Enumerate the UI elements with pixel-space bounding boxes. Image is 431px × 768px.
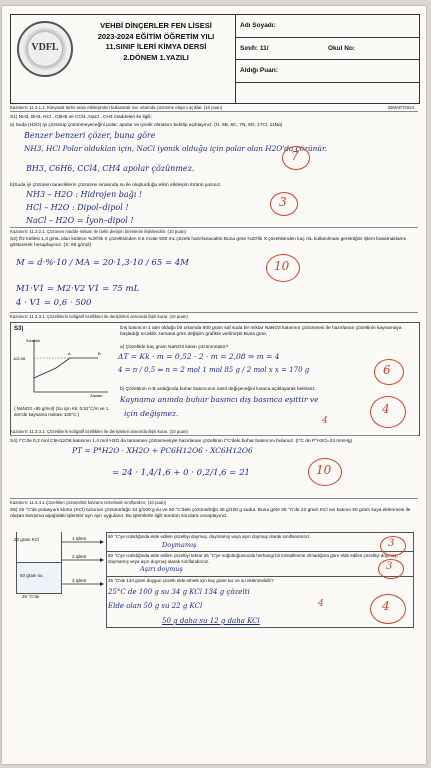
step1-text: 50 °C'ye ısıtıldığında elde edilen çözeltiyi doymuş, doymamış veya aşırı doymuş olarak sınıflandırınız. <box>108 534 311 539</box>
q2-text: S2) Öz kütlesi 1,3 g/mL olan kütlece %20'lik X çözeltisinden 0,6 molar 500 mL çözelti hazırlanacaktır.Buna göre %20'lik X çözeltisinden kaç mL kullanılması gerektiğini işlem basamaklarını göstererek hesaplayınız. (X: 65 g/mol) <box>10 237 407 249</box>
q1b-score: 3 <box>279 195 287 209</box>
q5-kazanim: Kazanım: 11.3.4.1.Çözeltileri çözünürlük kavramı temelinde sınıflandırır. (10 puan) <box>10 500 167 505</box>
q1a-score: 7 <box>291 149 299 163</box>
q1-answer-b1: NH3 – H2O : Hidrojen bağı ! <box>26 190 143 199</box>
step2-answer: Aşırı doymuş <box>140 565 183 573</box>
q4-answer-2: = 24 · 1,4/1,6 + 0 · 0,2/1,6 = 21 <box>112 468 250 478</box>
graph-curve <box>34 358 98 378</box>
graph-point-a: A <box>68 351 71 356</box>
q3b-score: 4 <box>382 402 390 416</box>
name-field[interactable]: Adı Soyadı: <box>236 15 420 38</box>
step3-answer-1: 25°C de 100 g su 34 g KCl 134 g çözelti <box>108 588 250 596</box>
q3a-score: 6 <box>383 363 391 377</box>
q1-kazanim: Kazanım: 11.3.1.1. Kimyasal türler arası etkileşimleri kullanarak sıvı ortamda çözünme olayını açıklar. (10 puan) <box>10 105 223 110</box>
q5-text: S5) 25 °C'de potasyum klorür (KCl) tuzunun çözünürlüğü 34 g/100 g su ve 50 °C'deki çözünürlüğü 45 g/100 g sudur. Buna göre 25 °C'de 22 gram KCl nin katının 50 gram suya eklenmesi ile oluşan karışıma aşağıdaki işlemler ayrı ayrı uygulanır. Bu işlemlerle ilgili soruları sorulara cevaplayınız. <box>10 508 411 520</box>
divider <box>10 111 418 112</box>
step1-answer: Doymamış <box>162 541 197 549</box>
q2-score: 10 <box>274 259 290 273</box>
step2-score: 3 <box>386 561 393 572</box>
q1-answer-a2: NH3, HCl Polar olduklan için, NaCl iyonik olduğu için polar olan H2O'da çözünür. <box>24 144 328 153</box>
q3-b: b) Çözeltinin A-B aralığında buhar basıncının nasıl değişeceğini kısaca açıklayarak belirtiniz. <box>120 387 316 392</box>
beaker-salt: 22 gram KCl <box>14 537 40 542</box>
graph-xlabel: Zaman <box>90 393 103 398</box>
exam-date: 25MART2024 <box>387 105 414 110</box>
score-field[interactable]: Aldığı Puan: <box>236 60 420 83</box>
q4-answer-1: PT = P°H2O · XH2O + PC6H12O6 · XC6H12O6 <box>72 446 253 455</box>
q1-answer-a3: BH3, C6H6, CCl4, CH4 apolar çözünmez. <box>26 164 195 173</box>
school-no-field[interactable]: Okul No: <box>328 44 356 52</box>
school-logo: VDFL <box>17 21 73 77</box>
q3-label: S3) <box>14 326 24 332</box>
graph-ylabel: Sıcaklık <box>26 338 41 343</box>
exam-header <box>10 14 420 104</box>
q3-answer-a2: 4 = n / 0,5 ⇒ n = 2 mol 1 mol 85 g / 2 mol x x = 170 g <box>118 366 310 374</box>
q4-kazanim: Kazanım: 11.3.3.1. Çözeltilerin koligatif özellikleri ile derişimleri arasında ilişki kurar. (10 puan) <box>10 429 188 434</box>
q4-score: 10 <box>316 463 332 477</box>
q1-text: S1) NH3, BH3, HCl , C6H6 ve CCl4 ,NaCl , CH4 maddeleri ile ilgili; <box>10 115 152 120</box>
step2-label: 2.işlem <box>72 554 87 559</box>
q1-answer-b3: NaCl – H2O = İyon–dipol ! <box>26 216 134 225</box>
graph-point-b: B <box>98 351 101 356</box>
empty-field <box>236 83 420 105</box>
arrowhead-3 <box>100 582 104 586</box>
q1-answer-b2: HCl – H2O : Dipol–dipol ! <box>26 203 129 212</box>
q3-answer-b1: Kaynama anında buhar basıncı dış basınca eşittir ve <box>120 395 319 404</box>
step3-score: 4 <box>382 599 390 613</box>
beaker-temp: 25 °C'de <box>22 594 40 599</box>
academic-year: 2023-2024 EĞİTİM ÖĞRETİM YILI <box>97 31 215 41</box>
divider <box>10 435 418 436</box>
beaker-water-label: 50 gram su <box>20 573 43 578</box>
divider <box>10 498 418 499</box>
step2-text: 50 °C'ye ısıtıldığında elde edilen çözeltiyi tekrar 25 °C'ye soğuttuğumuzda herhangi bir kristallenme olmadığına göre elde edilen çözeltiyi doymuş, doymamış veya aşırı doymuş olarak sınıflandırınız. <box>108 553 398 564</box>
step3-answer-2: Elde olan 50 g su 22 g KCl <box>108 602 203 610</box>
class-field[interactable]: Sınıfı: 11/ Okul No: <box>236 38 420 61</box>
q2-answer-3: 4 · V1 = 0,6 · 500 <box>16 298 92 308</box>
beaker-water <box>16 562 62 594</box>
q4-text: S4) t°C'de 0,2 mol C6H12O6 katısının 1,4 mol H2O da tamamen çözünmesiyle hazırlanan çözeltinin t°C'deki buhar basıncını bulunuz. (t°C de P°H2O=24 mmHg) <box>10 439 353 444</box>
exam-paper <box>2 6 426 764</box>
step1-label: 1.işlem <box>72 536 87 541</box>
q3-answer-b2: için değişmez. <box>124 409 179 418</box>
arrowhead-2 <box>100 558 104 562</box>
q2-answer-1: M = d·%·10 / MA = 20·1,3·10 / 65 = 4M <box>16 258 189 268</box>
step3-mark: 4 <box>318 599 324 609</box>
q1-answer-a1: Benzer benzeri çözer, buna göre <box>24 131 156 140</box>
q3-a: a) Çözeltide kaç gram NaNO3 katısı çözünmüştür? <box>120 345 229 350</box>
school-name: VEHBİ DİNÇERLER FEN LİSESİ <box>100 21 212 30</box>
step3-label: 3.işlem <box>72 578 87 583</box>
divider <box>10 227 418 228</box>
q2-kazanim: Kazanım: 11.3.2.1. Çözünen madde miktarı ile farklı derişim birimlerini ilişkilendirir. (10 puan) <box>10 229 186 234</box>
step3-text: 25 °C'de 134 gram doygun çözelti elde etmek için kaç gram tuz ve su eklenmelidir? <box>108 578 274 583</box>
q3-kazanim: Kazanım: 11.3.3.1. Çözeltilerin koligatif özellikleri ile derişimleri arasında ilişki kurar. (10 puan) <box>10 314 188 319</box>
q3-text: Dış basıncın 1 atm olduğu bir ortamda 500 gram saf suda bir miktar NaNO3 katısının çözünmesi ile hazırlanan çözeltinin kaynamaya başladığı sıcaklık zamana göre değişim grafikte verilmiştir.Buna göre, <box>120 326 402 338</box>
divider <box>10 312 418 313</box>
q3b-mark: 4 <box>322 416 328 426</box>
q2-answer-2: M1·V1 = M2·V2 V1 = 75 mL <box>16 284 140 294</box>
graph-tick: 102,08 <box>13 356 26 361</box>
q3-note: ( NaNO3 =85 g/mol) (Su için Kk: 0,52°C/m ve 1 atm'de kaynama noktası 100°C ) <box>14 406 109 417</box>
q1-b: b)Suda iyi çözünen taneciklerin çözünme sırasında su ile oluşturduğu etkin etkileşim türünü yazınız. <box>10 183 222 188</box>
step3-answer-3: 50 g daha su 12 g daha KCl <box>162 617 260 625</box>
q1-a: a) Suda (H2O) iyi çözünüp çözünmeyeceğini polar, apolar ve iyonik olmasını belirtip açıklayınız. (H, 6B, 6C, 7N, 8O, 17Cl, 11Na) <box>10 123 283 128</box>
step1-score: 3 <box>388 538 395 549</box>
q3-graph <box>12 334 112 398</box>
course-name: 11.SINIF İLERİ KİMYA DERSİ <box>105 42 207 51</box>
arrowhead-1 <box>100 540 104 544</box>
student-info <box>235 15 420 103</box>
q3-answer-a1: ΔT = Kk · m = 0,52 · 2 · m = 2,08 ⇒ m = 4 <box>118 352 280 361</box>
exam-term: 2.DÖNEM 1.YAZILI <box>123 52 189 62</box>
header-title <box>81 21 231 63</box>
